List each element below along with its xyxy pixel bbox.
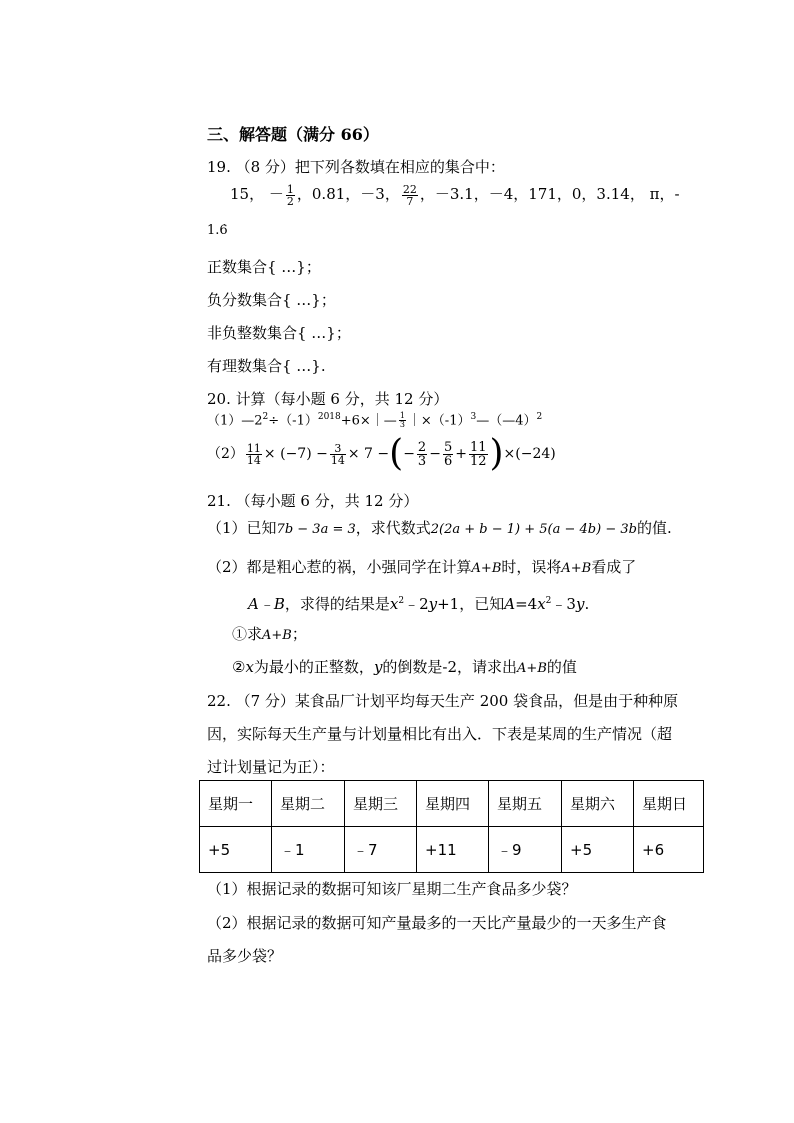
value-cell: ﹣9 bbox=[489, 827, 562, 873]
q19-22-7-fraction bbox=[402, 184, 418, 207]
q20-p2-f5d: 12 bbox=[469, 453, 487, 469]
q20-p2-frac5 bbox=[469, 441, 488, 468]
q21-l2-c: x bbox=[389, 595, 399, 613]
q20-p1-sup1: 2 bbox=[262, 412, 269, 422]
set-negative-fraction: 负分数集合{ …}； bbox=[207, 291, 336, 309]
production-table bbox=[199, 780, 704, 873]
q20-title: 20. 计算（每小题 6 分，共 12 分） bbox=[207, 390, 449, 408]
q21-part1 bbox=[207, 519, 672, 539]
header-cell: 星期一 bbox=[200, 781, 272, 827]
q19-half-num: 1 bbox=[286, 182, 294, 196]
q19-frac-num: 22 bbox=[402, 182, 417, 196]
header-cell: 星期四 bbox=[417, 781, 489, 827]
q19-cont-int: 1. bbox=[207, 223, 220, 238]
q20-p2-f: + bbox=[455, 446, 467, 462]
q21-sub2-a: ② bbox=[232, 658, 246, 676]
q21-p2-b: A+B bbox=[471, 561, 502, 576]
q20-p2-f5n: 11 bbox=[469, 439, 487, 455]
q22-sub1: （1）根据记录的数据可知该厂星期二生产食品多少袋？ bbox=[207, 880, 577, 898]
q20-p2-lparen: ( bbox=[389, 433, 404, 474]
q20-p1-sup2: 2018 bbox=[317, 412, 341, 422]
q21-sub1-a: ①求 bbox=[232, 625, 263, 643]
table-header-row bbox=[200, 781, 704, 827]
q21-l2-sup2: 2 bbox=[545, 596, 552, 606]
q21-sub1-b: A+B bbox=[262, 628, 292, 643]
header-cell: 星期日 bbox=[634, 781, 704, 827]
q21-sub2-d: y bbox=[373, 658, 383, 676]
q21-sub2-e: 的倒数是-2，请求出 bbox=[382, 658, 518, 676]
q20-part1 bbox=[207, 408, 542, 430]
q20-p1-sup4: 2 bbox=[536, 412, 543, 422]
q21-p1-b: 7b − 3a = 3 bbox=[276, 522, 356, 537]
q21-sub2 bbox=[232, 658, 577, 678]
value-cell: ﹣7 bbox=[345, 827, 417, 873]
q19-half-den: 2 bbox=[286, 194, 294, 208]
q22-line1: 22. （7 分）某食品厂计划平均每天生产 200 袋食品，但是由于种种原 bbox=[207, 692, 679, 710]
q21-p2-a: （2）都是粗心惹的祸，小强同学在计算 bbox=[207, 558, 472, 576]
q20-p2-f3n: 2 bbox=[417, 439, 427, 455]
section-title: 三、解答题（满分 66） bbox=[207, 125, 379, 144]
q20-p2-rparen: ) bbox=[489, 433, 504, 474]
q22-line3: 过计划量记为正）： bbox=[207, 758, 335, 776]
q20-p2-c: × 7 − bbox=[347, 446, 390, 462]
header-cell: 星期二 bbox=[272, 781, 345, 827]
q21-l2-sup: 2 bbox=[398, 596, 405, 606]
q20-p2-f4d: 6 bbox=[443, 453, 453, 469]
value-cell: +11 bbox=[417, 827, 489, 873]
q20-p1-sup3: 3 bbox=[470, 412, 477, 422]
q20-part2 bbox=[207, 433, 556, 474]
q21-sub2-c: 为最小的正整数， bbox=[253, 658, 374, 676]
q21-sub1 bbox=[232, 625, 307, 645]
q21-l2-i: x bbox=[537, 595, 546, 613]
q19-title: 19. （8 分）把下列各数填在相应的集合中： bbox=[207, 158, 505, 176]
header-cell: 星期六 bbox=[562, 781, 634, 827]
q21-l2-g: A bbox=[504, 595, 516, 613]
q20-p2-g: ×(−24) bbox=[503, 446, 556, 462]
q20-p1-e: —（—4） bbox=[476, 413, 537, 429]
q21-l2-l: . bbox=[584, 595, 590, 613]
q21-p1-a: （1）已知 bbox=[207, 519, 277, 537]
q20-p2-f2d: 14 bbox=[330, 453, 345, 467]
q19-half-fraction bbox=[286, 184, 295, 207]
q20-p2-e: − bbox=[429, 446, 441, 462]
q20-p2-frac2 bbox=[330, 443, 346, 466]
q21-sub2-f: A+B bbox=[517, 661, 547, 676]
header-cell: 星期三 bbox=[345, 781, 417, 827]
q21-sub1-c: ； bbox=[291, 625, 307, 643]
q21-p1-c: ，求代数式 bbox=[355, 519, 431, 537]
q20-p2-frac1 bbox=[246, 443, 262, 466]
q21-part2-line2 bbox=[248, 592, 589, 613]
q19-neg: － bbox=[268, 185, 284, 203]
q19-mid: ，0.81，－3， bbox=[296, 185, 400, 203]
set-positive: 正数集合{ …}； bbox=[207, 258, 321, 276]
q21-p1-e: 的值. bbox=[636, 519, 672, 537]
q20-p2-frac3 bbox=[417, 441, 427, 468]
q20-p1-c: +6×｜— bbox=[340, 413, 397, 429]
q21-l2-d: ﹣2 bbox=[404, 595, 429, 613]
q21-sub2-b: x bbox=[245, 658, 254, 676]
q19-cont-dot: 6̇ bbox=[219, 223, 228, 238]
q19-num-15: 15， bbox=[230, 185, 265, 203]
q21-l2-j: ﹣3 bbox=[551, 595, 576, 613]
q20-p2-f4n: 5 bbox=[443, 439, 453, 455]
q19-numbers bbox=[230, 178, 680, 210]
q21-l2-k: y bbox=[575, 595, 585, 613]
value-cell: +5 bbox=[562, 827, 634, 873]
q21-title: 21. （每小题 6 分，共 12 分） bbox=[207, 492, 419, 510]
q21-p2-d: A+B bbox=[561, 561, 592, 576]
value-cell: +5 bbox=[200, 827, 272, 873]
q21-p2-c: 时，误将 bbox=[501, 558, 562, 576]
set-nonneg-integer: 非负整数集合{ …}； bbox=[207, 324, 351, 342]
q21-l2-b: ，求得的结果是 bbox=[284, 595, 390, 613]
value-cell: ﹣1 bbox=[272, 827, 345, 873]
q20-p1-fd: 3 bbox=[399, 420, 405, 430]
q22-line2: 因，实际每天生产量与计划量相比有出入．下表是某周的生产情况（超 bbox=[207, 725, 673, 743]
q21-l2-h: =4 bbox=[515, 595, 538, 613]
q22-sub2-line2: 品多少袋？ bbox=[207, 947, 283, 965]
q19-cont bbox=[207, 222, 228, 240]
q21-l2-a: A﹣B bbox=[248, 595, 285, 613]
q19-rest: ，－3.1，－4，171，0，3.14， π，- bbox=[419, 185, 680, 203]
q20-p1-d: ｜×（-1） bbox=[407, 413, 471, 429]
q20-p1-fn: 1 bbox=[399, 411, 405, 421]
q20-p2-f2n: 3 bbox=[330, 443, 346, 455]
q20-p1-fraction bbox=[399, 412, 406, 429]
q21-l2-e: y bbox=[428, 595, 438, 613]
q19-frac-den: 7 bbox=[406, 194, 414, 208]
q20-p1-b: ÷（-1） bbox=[268, 413, 318, 429]
value-cell: +6 bbox=[634, 827, 704, 873]
q20-p2-d: − bbox=[403, 446, 415, 462]
q21-sub2-g: 的值 bbox=[546, 658, 577, 676]
q20-p2-f1d: 14 bbox=[246, 453, 261, 467]
set-rational: 有理数集合{ …}. bbox=[207, 357, 326, 375]
q20-p2-a: （2） bbox=[207, 446, 244, 462]
q20-p2-frac4 bbox=[443, 441, 453, 468]
q22-sub2-line1: （2）根据记录的数据可知产量最多的一天比产量最少的一天多生产食 bbox=[207, 914, 667, 932]
table-value-row bbox=[200, 827, 704, 873]
q20-p1-a: （1）—2 bbox=[207, 413, 263, 429]
q20-p2-f1n: 11 bbox=[246, 441, 261, 455]
header-cell: 星期五 bbox=[489, 781, 562, 827]
q21-p1-d: 2(2a + b − 1) + 5(a − 4b) − 3b bbox=[430, 522, 637, 537]
q20-p2-b: × (−7) − bbox=[263, 446, 328, 462]
q20-p2-f3d: 3 bbox=[417, 453, 427, 469]
q21-p2-e: 看成了 bbox=[591, 558, 637, 576]
q21-l2-f: +1，已知 bbox=[437, 595, 505, 613]
q21-part2 bbox=[207, 558, 636, 578]
